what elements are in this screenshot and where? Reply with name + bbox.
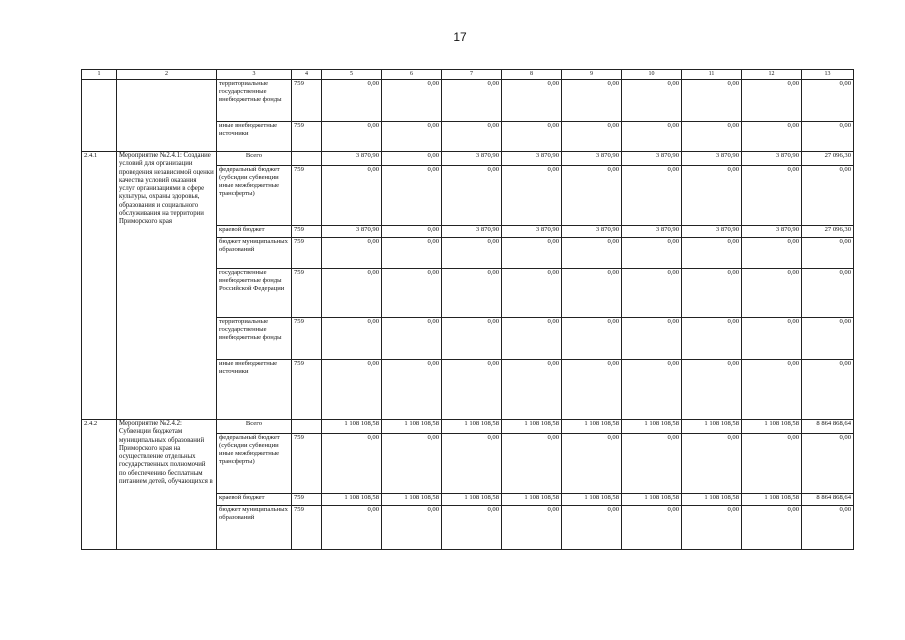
amount-cell: 1 108 108,58 (442, 420, 502, 434)
funding-source: Всего (217, 420, 292, 434)
amount-cell: 0,00 (322, 434, 382, 494)
column-number-2: 2 (117, 70, 217, 80)
amount-cell: 0,00 (382, 434, 442, 494)
amount-cell: 0,00 (682, 360, 742, 420)
funding-source: бюджет муниципальных образований (217, 506, 292, 550)
budget-code: 759 (292, 226, 322, 238)
activity-title (117, 80, 217, 152)
amount-cell: 0,00 (742, 360, 802, 420)
amount-cell: 3 870,90 (442, 152, 502, 166)
amount-cell: 27 096,30 (802, 152, 854, 166)
budget-code: 759 (292, 434, 322, 494)
amount-cell: 0,00 (322, 80, 382, 122)
amount-cell: 0,00 (502, 269, 562, 318)
amount-cell: 0,00 (502, 122, 562, 152)
amount-cell: 0,00 (562, 166, 622, 226)
amount-cell: 3 870,90 (682, 152, 742, 166)
amount-cell: 0,00 (742, 318, 802, 360)
amount-cell: 0,00 (322, 269, 382, 318)
amount-cell: 0,00 (562, 318, 622, 360)
amount-cell: 0,00 (622, 238, 682, 269)
amount-cell: 0,00 (562, 269, 622, 318)
amount-cell: 0,00 (802, 506, 854, 550)
funding-source: Всего (217, 152, 292, 166)
amount-cell: 0,00 (802, 434, 854, 494)
amount-cell: 0,00 (802, 166, 854, 226)
amount-cell: 0,00 (382, 166, 442, 226)
amount-cell: 0,00 (442, 166, 502, 226)
funding-source: краевой бюджет (217, 226, 292, 238)
amount-cell: 0,00 (742, 434, 802, 494)
activity-number: 2.4.1 (82, 152, 117, 420)
funding-source: государственные внебюджетные фонды Российской Федерации (217, 269, 292, 318)
amount-cell: 0,00 (442, 269, 502, 318)
amount-cell: 0,00 (682, 166, 742, 226)
activity-number (82, 80, 117, 152)
amount-cell: 0,00 (442, 80, 502, 122)
amount-cell: 0,00 (322, 318, 382, 360)
amount-cell: 0,00 (322, 166, 382, 226)
amount-cell: 0,00 (562, 434, 622, 494)
column-number-11: 11 (682, 70, 742, 80)
amount-cell: 3 870,90 (502, 226, 562, 238)
funding-source: краевой бюджет (217, 494, 292, 506)
column-number-3: 3 (217, 70, 292, 80)
amount-cell: 0,00 (622, 506, 682, 550)
amount-cell: 8 864 868,64 (802, 494, 854, 506)
amount-cell: 0,00 (682, 434, 742, 494)
amount-cell: 3 870,90 (442, 226, 502, 238)
funding-source: федеральный бюджет (субсидии субвенции иные межбюджетные трансферты) (217, 166, 292, 226)
amount-cell: 0,00 (562, 80, 622, 122)
amount-cell: 0,00 (502, 434, 562, 494)
activity-title: Мероприятие №2.4.2: Субвенции бюджетам муниципальных образований Приморского края на осуществление отдельных государственных полномочий по обеспечению бесплатным питанием детей, обучающихся в (117, 420, 217, 550)
funding-source: бюджет муниципальных образований (217, 238, 292, 269)
amount-cell: 1 108 108,58 (442, 494, 502, 506)
amount-cell: 0,00 (682, 506, 742, 550)
funding-source: иные внебюджетные источники (217, 122, 292, 152)
budget-code: 759 (292, 360, 322, 420)
amount-cell: 0,00 (622, 318, 682, 360)
amount-cell: 0,00 (442, 506, 502, 550)
amount-cell: 3 870,90 (562, 226, 622, 238)
amount-cell: 0,00 (622, 166, 682, 226)
amount-cell: 3 870,90 (322, 152, 382, 166)
budget-code: 759 (292, 122, 322, 152)
column-number-6: 6 (382, 70, 442, 80)
table-row (82, 80, 854, 122)
amount-cell: 0,00 (742, 80, 802, 122)
column-number-5: 5 (322, 70, 382, 80)
amount-cell: 0,00 (382, 238, 442, 269)
amount-cell: 3 870,90 (742, 152, 802, 166)
budget-code: 759 (292, 506, 322, 550)
budget-code (292, 152, 322, 166)
amount-cell: 0,00 (382, 318, 442, 360)
amount-cell: 1 108 108,58 (682, 420, 742, 434)
amount-cell: 3 870,90 (562, 152, 622, 166)
amount-cell: 0,00 (322, 506, 382, 550)
amount-cell: 27 096,30 (802, 226, 854, 238)
budget-code: 759 (292, 494, 322, 506)
amount-cell: 0,00 (562, 238, 622, 269)
column-number-13: 13 (802, 70, 854, 80)
amount-cell: 0,00 (382, 360, 442, 420)
funding-source: федеральный бюджет (субсидии субвенции иные межбюджетные трансферты) (217, 434, 292, 494)
amount-cell: 0,00 (502, 318, 562, 360)
amount-cell: 0,00 (562, 506, 622, 550)
budget-code: 759 (292, 80, 322, 122)
amount-cell: 0,00 (502, 360, 562, 420)
amount-cell: 1 108 108,58 (682, 494, 742, 506)
amount-cell: 1 108 108,58 (562, 420, 622, 434)
amount-cell: 0,00 (442, 360, 502, 420)
table-row (82, 152, 854, 166)
column-number-9: 9 (562, 70, 622, 80)
budget-code (292, 420, 322, 434)
budget-code: 759 (292, 269, 322, 318)
amount-cell: 3 870,90 (322, 226, 382, 238)
column-number-4: 4 (292, 70, 322, 80)
amount-cell: 0,00 (742, 506, 802, 550)
amount-cell: 0,00 (682, 318, 742, 360)
amount-cell: 0,00 (502, 506, 562, 550)
amount-cell: 1 108 108,58 (742, 494, 802, 506)
column-number-7: 7 (442, 70, 502, 80)
amount-cell: 3 870,90 (682, 226, 742, 238)
amount-cell: 0,00 (622, 80, 682, 122)
amount-cell: 8 864 868,64 (802, 420, 854, 434)
column-number-8: 8 (502, 70, 562, 80)
amount-cell: 0,00 (562, 122, 622, 152)
amount-cell: 0,00 (622, 269, 682, 318)
budget-code: 759 (292, 318, 322, 360)
amount-cell: 0,00 (502, 238, 562, 269)
amount-cell: 1 108 108,58 (382, 494, 442, 506)
amount-cell: 0,00 (382, 80, 442, 122)
amount-cell: 0,00 (322, 122, 382, 152)
amount-cell: 0,00 (802, 238, 854, 269)
amount-cell: 0,00 (802, 360, 854, 420)
budget-code: 759 (292, 166, 322, 226)
amount-cell: 0,00 (502, 80, 562, 122)
column-number-10: 10 (622, 70, 682, 80)
budget-code: 759 (292, 238, 322, 269)
amount-cell: 0,00 (742, 269, 802, 318)
amount-cell: 1 108 108,58 (322, 420, 382, 434)
amount-cell: 1 108 108,58 (502, 494, 562, 506)
amount-cell: 1 108 108,58 (322, 494, 382, 506)
table-row (82, 420, 854, 434)
amount-cell: 0,00 (442, 434, 502, 494)
amount-cell: 0,00 (382, 506, 442, 550)
amount-cell: 0,00 (442, 122, 502, 152)
amount-cell: 1 108 108,58 (622, 494, 682, 506)
amount-cell: 0,00 (682, 122, 742, 152)
amount-cell: 0,00 (502, 166, 562, 226)
amount-cell: 0,00 (382, 226, 442, 238)
column-number-12: 12 (742, 70, 802, 80)
page-number: 17 (453, 30, 467, 44)
amount-cell: 0,00 (622, 122, 682, 152)
column-number-1: 1 (82, 70, 117, 80)
amount-cell: 0,00 (802, 269, 854, 318)
amount-cell: 0,00 (382, 152, 442, 166)
amount-cell: 0,00 (622, 360, 682, 420)
amount-cell: 1 108 108,58 (502, 420, 562, 434)
activity-title: Мероприятие №2.4.1: Создание условий для организации проведения независимой оценки качества условий оказания услуг организациями в сфере культуры, охраны здоровья, образования и социального обслуживания на территории Приморского края (117, 152, 217, 420)
funding-source: территориальные государственные внебюджетные фонды (217, 318, 292, 360)
amount-cell: 0,00 (682, 80, 742, 122)
amount-cell: 3 870,90 (502, 152, 562, 166)
amount-cell: 0,00 (322, 238, 382, 269)
funding-source: территориальные государственные внебюджетные фонды (217, 80, 292, 122)
amount-cell: 0,00 (742, 166, 802, 226)
amount-cell: 0,00 (802, 80, 854, 122)
amount-cell: 0,00 (382, 122, 442, 152)
amount-cell: 0,00 (682, 269, 742, 318)
amount-cell: 1 108 108,58 (562, 494, 622, 506)
amount-cell: 0,00 (682, 238, 742, 269)
amount-cell: 1 108 108,58 (622, 420, 682, 434)
amount-cell: 0,00 (322, 360, 382, 420)
amount-cell: 0,00 (802, 122, 854, 152)
amount-cell: 3 870,90 (742, 226, 802, 238)
amount-cell: 3 870,90 (622, 226, 682, 238)
amount-cell: 1 108 108,58 (742, 420, 802, 434)
table-header-row (82, 70, 854, 80)
amount-cell: 0,00 (622, 434, 682, 494)
amount-cell: 0,00 (742, 238, 802, 269)
amount-cell: 0,00 (742, 122, 802, 152)
amount-cell: 1 108 108,58 (382, 420, 442, 434)
amount-cell: 3 870,90 (622, 152, 682, 166)
amount-cell: 0,00 (382, 269, 442, 318)
funding-source: иные внебюджетные источники (217, 360, 292, 420)
amount-cell: 0,00 (442, 318, 502, 360)
amount-cell: 0,00 (562, 360, 622, 420)
amount-cell: 0,00 (442, 238, 502, 269)
budget-table (81, 69, 854, 550)
amount-cell: 0,00 (802, 318, 854, 360)
activity-number: 2.4.2 (82, 420, 117, 550)
